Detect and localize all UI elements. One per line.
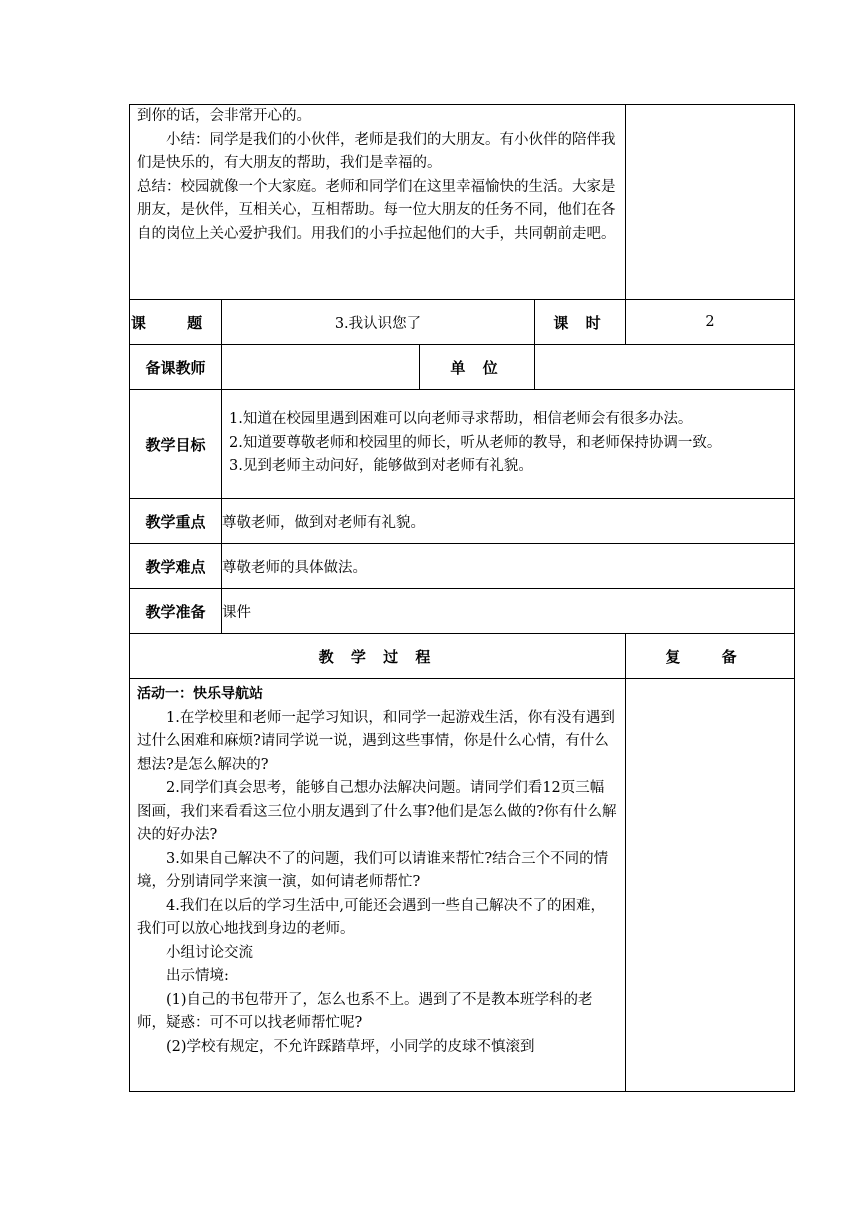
key-point-row: [130, 499, 795, 544]
topic-row: [130, 300, 795, 345]
activity-paragraph: 1.在学校里和老师一起学习知识，和同学一起游戏生活，你有没有遇到过什么困难和麻烦?请同学说一说，遇到这些事情，你是什么心情，有什么想法?是怎么解决的?: [137, 709, 615, 773]
activity-paragraph: 3.如果自己解决不了的问题，我们可以请谁来帮忙?结合三个不同的情境，分别请同学来演一演，如何请老师帮忙?: [137, 850, 609, 890]
hours-label: 课 时: [535, 300, 626, 345]
review-cell-bottom: [626, 679, 795, 1092]
key-point-value: 尊敬老师，做到对老师有礼貌。: [222, 499, 795, 544]
goals-label: 教学目标: [130, 390, 222, 499]
activity-paragraph: 4.我们在以后的学习生活中,可能还会遇到一些自己解决不了的困难，我们可以放心地找到身边的老师。: [137, 897, 605, 937]
preparation-row: [130, 589, 795, 634]
process-header-row: [130, 634, 795, 679]
goal-item: 3.见到老师主动问好，能够做到对老师有礼貌。: [229, 458, 533, 475]
process-header: 教 学 过 程: [130, 634, 626, 679]
difficulty-value: 尊敬老师的具体做法。: [222, 544, 795, 589]
review-cell-top: [626, 105, 795, 300]
activity-title: 活动一：快乐导航站: [137, 686, 263, 702]
process-cell: [130, 679, 626, 1092]
activity-paragraph: 2.同学们真会思考，能够自己想办法解决问题。请同学们看12页三幅图画，我们来看看这三位小朋友遇到了什么事?他们是怎么做的?你有什么解决的好办法?: [137, 780, 617, 843]
review-header: 复 备: [626, 634, 795, 679]
goal-item: 1.知道在校园里遇到困难可以向老师寻求帮助，相信老师会有很多办法。: [229, 411, 693, 428]
teacher-row: [130, 345, 795, 390]
hours-value: 2: [626, 300, 795, 345]
difficulty-row: [130, 544, 795, 589]
activity-paragraph: (1)自己的书包带开了，怎么也系不上。遇到了不是教本班学科的老师，疑惑：可不可以找老师帮忙呢?: [137, 991, 593, 1031]
teacher-value: [222, 345, 420, 390]
activity-paragraph: 出示情境:: [166, 968, 229, 984]
summary-paragraph: 小结：同学是我们的小伙伴，老师是我们的大朋友。有小伙伴的陪伴我们是快乐的，有大朋友的帮助，我们是幸福的。: [137, 131, 616, 171]
previous-line: 到你的话，会非常开心的。: [137, 108, 311, 124]
conclusion-paragraph: 总结：校园就像一个大家庭。老师和同学们在这里幸福愉快的生活。大家是朋友，是伙伴，互相关心，互相帮助。每一位大朋友的任务不同，他们在各自的岗位上关心爱护我们。用我们的小手拉起他们的大手，共同朝前走吧。: [137, 178, 616, 242]
teacher-label: 备课教师: [130, 345, 222, 390]
unit-value: [535, 345, 795, 390]
activity-paragraph: (2)学校有规定，不允许踩踏草坪，小同学的皮球不慎滚到: [166, 1038, 535, 1055]
goals-cell: [222, 390, 795, 499]
topic-value: 3.我认识您了: [222, 300, 535, 345]
unit-label: 单 位: [420, 345, 535, 390]
previous-section-cell: [130, 105, 626, 300]
goal-item: 2.知道要尊敬老师和校园里的师长，听从老师的教导，和老师保持协调一致。: [229, 434, 722, 451]
activity-paragraph: 小组讨论交流: [166, 944, 253, 961]
lesson-plan-table: [129, 104, 795, 1092]
difficulty-label: 教学难点: [130, 544, 222, 589]
previous-section-row: [130, 105, 795, 300]
goals-row: [130, 390, 795, 499]
preparation-value: 课件: [222, 589, 795, 634]
process-row: [130, 679, 795, 1092]
key-point-label: 教学重点: [130, 499, 222, 544]
preparation-label: 教学准备: [130, 589, 222, 634]
topic-label: 课 题: [130, 300, 222, 345]
